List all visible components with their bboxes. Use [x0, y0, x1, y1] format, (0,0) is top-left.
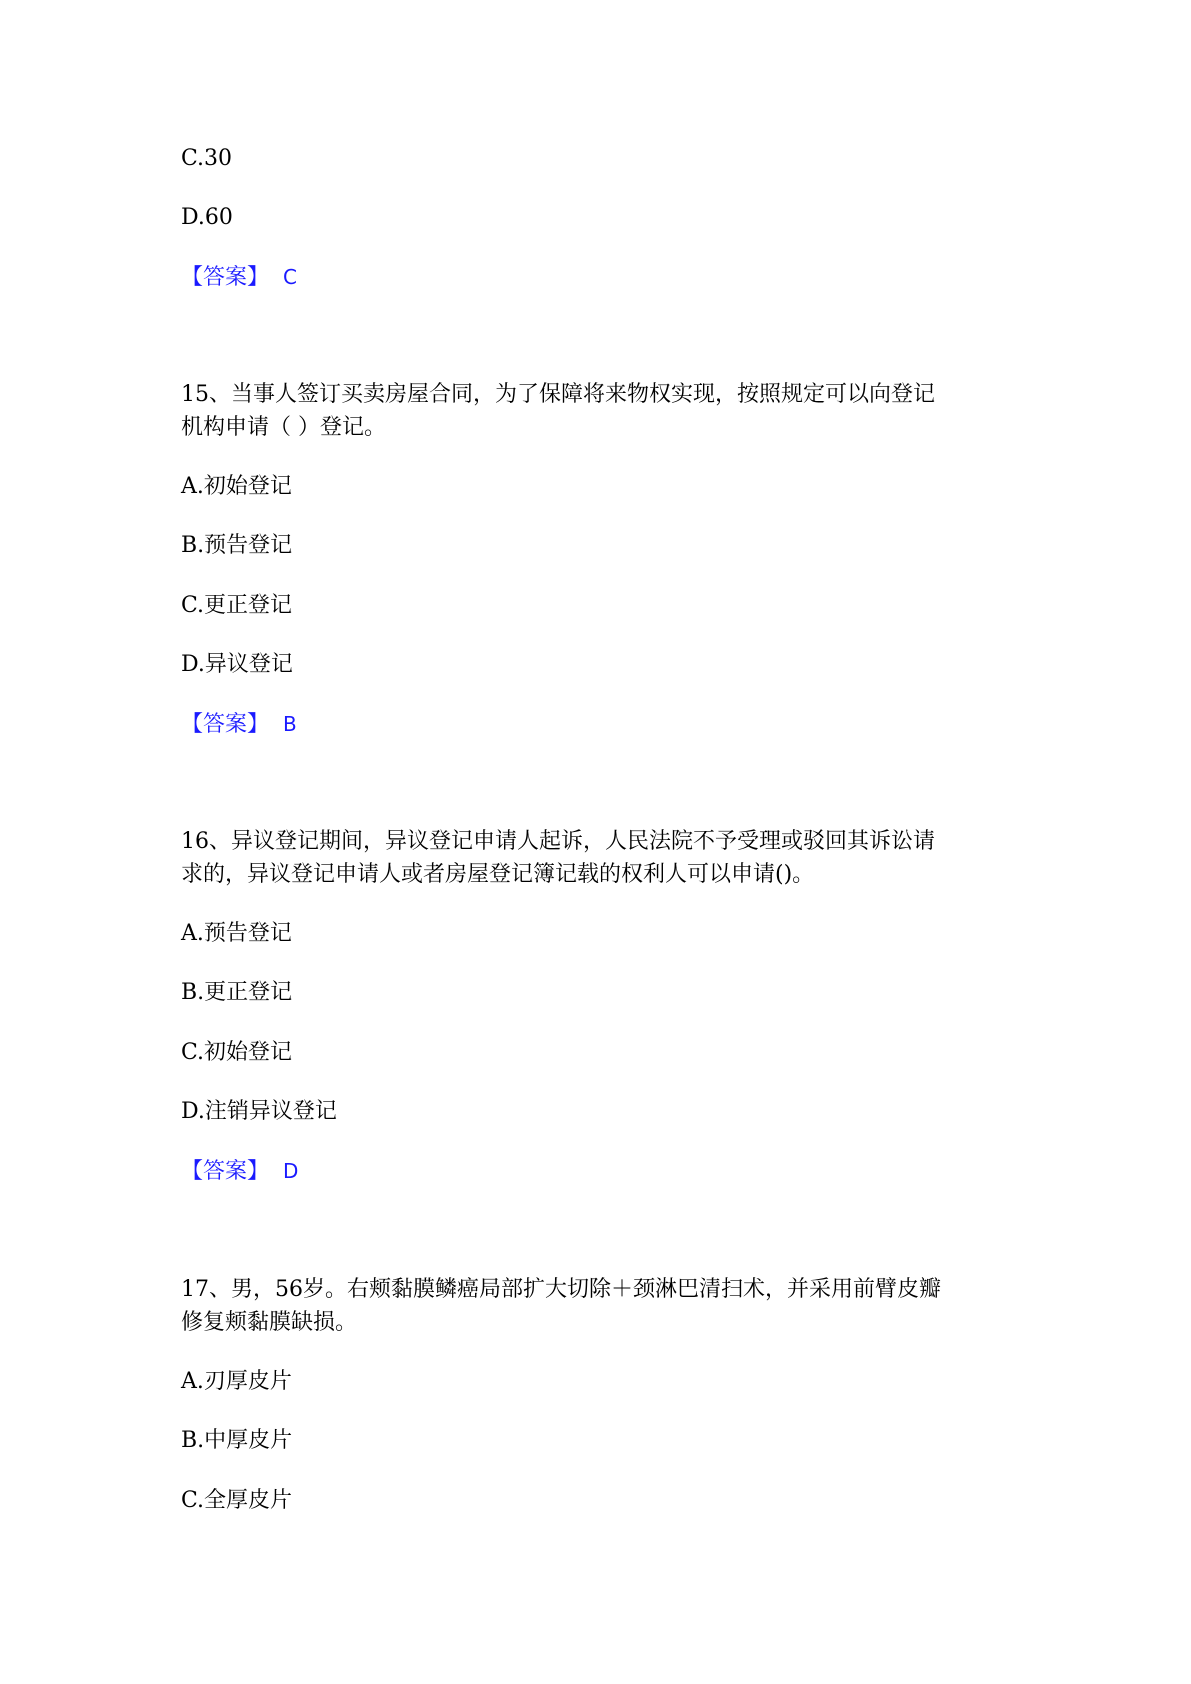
answer-label: 【答案】	[181, 712, 270, 737]
option-c: C.更正登记	[181, 593, 293, 618]
option-c: C.全厚皮片	[181, 1488, 293, 1513]
option-a: A.预告登记	[181, 921, 292, 946]
option-d: D.60	[181, 205, 233, 230]
question-stem-continued: 求的，异议登记申请人或者房屋登记簿记载的权利人可以申请()。	[181, 862, 815, 887]
option-d: D.异议登记	[181, 652, 293, 677]
answer-line	[181, 1156, 298, 1187]
option-b: B.中厚皮片	[181, 1428, 293, 1453]
option-b: B.预告登记	[181, 533, 293, 558]
answer-line	[181, 262, 297, 293]
question-stem-continued: 机构申请（ ）登记。	[181, 415, 386, 440]
answer-value: B	[283, 712, 297, 736]
answer-label: 【答案】	[181, 265, 270, 290]
question-stem-continued: 修复颊黏膜缺损。	[181, 1310, 358, 1335]
option-d: D.注销异议登记	[181, 1099, 337, 1124]
question-stem: 17、男，56岁。右颊黏膜鳞癌局部扩大切除＋颈淋巴清扫术，并采用前臂皮瓣	[181, 1277, 941, 1302]
option-c: C.初始登记	[181, 1040, 293, 1065]
option-b: B.更正登记	[181, 980, 293, 1005]
answer-line	[181, 709, 297, 740]
option-c: C.30	[181, 146, 233, 171]
answer-value: D	[283, 1159, 299, 1183]
question-stem: 15、当事人签订买卖房屋合同，为了保障将来物权实现，按照规定可以向登记	[181, 382, 935, 407]
answer-value: C	[283, 265, 297, 289]
question-stem: 16、异议登记期间，异议登记申请人起诉，人民法院不予受理或驳回其诉讼请	[181, 829, 935, 854]
answer-label: 【答案】	[181, 1159, 270, 1184]
option-a: A.刃厚皮片	[181, 1369, 292, 1394]
option-a: A.初始登记	[181, 474, 292, 499]
